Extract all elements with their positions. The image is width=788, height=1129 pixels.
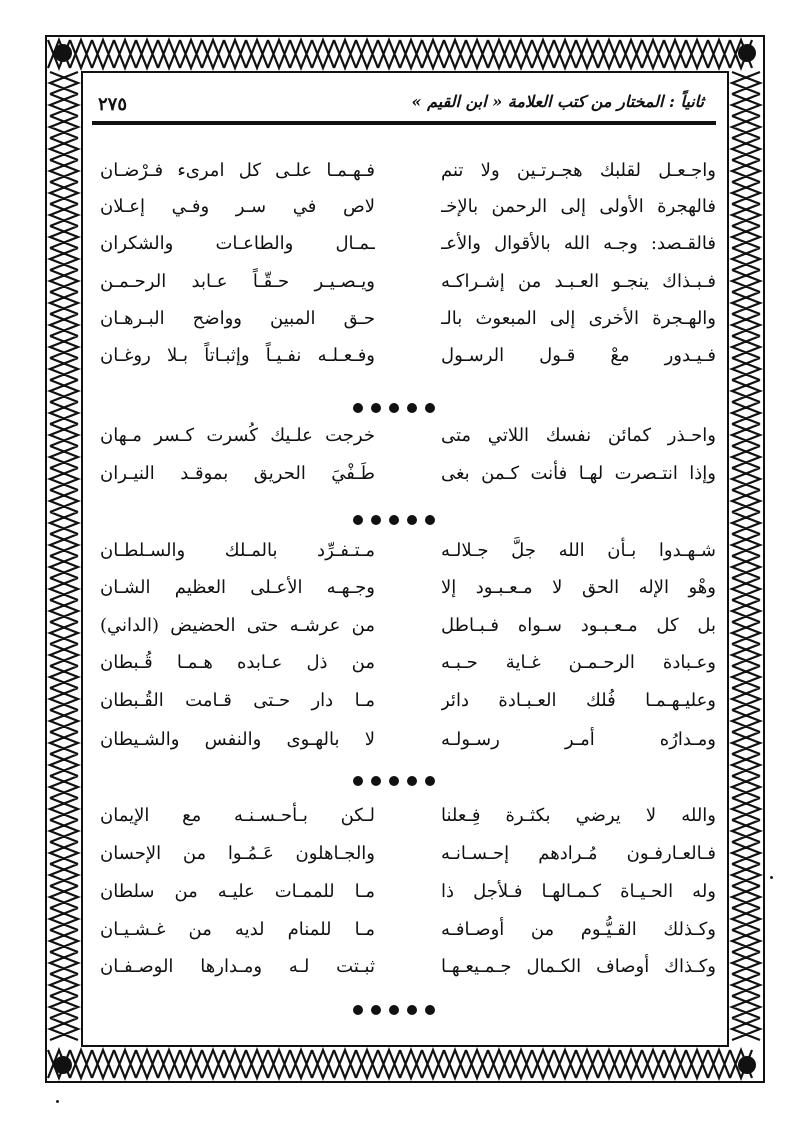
- verse-line: [100, 266, 716, 302]
- verse-line: [100, 951, 716, 987]
- verse-left-hemistich: والجـاهلون عَـمُـوا من الإحسان: [100, 843, 375, 864]
- header-rule: [92, 121, 716, 125]
- border-corner-ornament: [738, 44, 756, 62]
- verse-line: [100, 155, 716, 191]
- verse-left-hemistich: فـهـمـا علـى كل امرىء فـرْضـان: [100, 160, 375, 181]
- verse-right-hemistich: فالهجرة الأولى إلى الرحمن بالإخـ: [441, 196, 716, 217]
- verse-line: [100, 572, 716, 608]
- border-corner-ornament: [54, 44, 72, 62]
- verse-left-hemistich: لاص في سـر وفـي إعـلان: [100, 196, 375, 217]
- verse-right-hemistich: واجـعـل لقلبك هجـرتـين ولا تنم: [441, 160, 716, 181]
- verse-right-hemistich: ومـدارُه أمـر رسـولـه: [441, 729, 716, 750]
- border-corner-ornament: [54, 1056, 72, 1074]
- verse-left-hemistich: طَـفْيَ الحريق بموقـد النيـران: [100, 463, 375, 484]
- verse-left-hemistich: مـا دار حـتى قـامت القُـبطان: [100, 690, 375, 711]
- verse-left-hemistich: من عرشـه حتى الحضيض (الداني): [100, 615, 375, 636]
- verse-right-hemistich: فـبـذاك ينجـو العـبـد من إشـراكـه: [441, 271, 716, 292]
- stanza-separator: [0, 771, 788, 790]
- header-title: ثانياً : المختار من كتب العلامة « ابن القيم »: [411, 92, 704, 111]
- verse-line: [100, 647, 716, 683]
- stanza-separator: [0, 398, 788, 417]
- verse-right-hemistich: والهـجرة الأخرى إلى المبعوث بالـ: [441, 308, 716, 329]
- scan-speck: [770, 876, 773, 879]
- verse-right-hemistich: وإذا انتـصرت لهـا فأنت كـمن بغى: [441, 463, 716, 484]
- verse-right-hemistich: فـيـدور معْ قـول الرسـول: [441, 345, 716, 366]
- verse-left-hemistich: لـكن بـأحـسـنـه مع الإيمان: [100, 805, 375, 826]
- verse-right-hemistich: وعليـهـمـا فُلك العـبـادة دائر: [441, 690, 716, 711]
- verse-line: [100, 610, 716, 646]
- verse-right-hemistich: فالقـصد: وجـه الله بالأقوال والأعـ: [441, 233, 716, 254]
- verse-left-hemistich: ويـصـيـر حـقّـاً عـابد الرحـمـن: [100, 271, 375, 292]
- verse-left-hemistich: ـمـال والطاعـات والشكران: [100, 233, 375, 254]
- stanza-separator: [0, 1000, 788, 1019]
- verse-line: [100, 914, 716, 950]
- verse-left-hemistich: حـق المبين وواضح البـرهـان: [100, 308, 375, 329]
- verse-line: [100, 340, 716, 376]
- verse-line: [100, 535, 716, 571]
- verse-left-hemistich: خرجت علـيك كُسرت كـسر مـهان: [100, 425, 375, 446]
- verse-right-hemistich: وعـبادة الرحـمـن غـاية حـبـه: [441, 652, 716, 673]
- verse-right-hemistich: وكـذاك أوصاف الكـمال جـمـيعـهـا: [441, 956, 716, 977]
- verse-right-hemistich: واحـذر كمائن نفسك اللاتي متى: [441, 425, 716, 446]
- verse-line: [100, 458, 716, 494]
- verse-left-hemistich: وفـعـلـه نفـيـاً وإثبـاتاً بـلا روغـان: [100, 345, 375, 366]
- verse-left-hemistich: من ذل عـابده هـمـا قُـبطان: [100, 652, 375, 673]
- verse-line: [100, 191, 716, 227]
- verse-line: [100, 228, 716, 264]
- verse-line: [100, 876, 716, 912]
- verse-line: [100, 800, 716, 836]
- verse-right-hemistich: فـالعـارفـون مُـرادهم إحـسـانـه: [441, 843, 716, 864]
- verse-right-hemistich: والله لا يرضي بكثـرة فِـعلنا: [441, 805, 716, 826]
- verse-right-hemistich: بل كل مـعـبـود سـواه فـبـاطل: [441, 615, 716, 636]
- verse-right-hemistich: شـهـدوا بـأن الله جلَّ جـلالـه: [441, 540, 716, 561]
- verse-left-hemistich: مـا للمنام لديه من غـشـيـان: [100, 919, 375, 940]
- verse-right-hemistich: وهْو الإله الحق لا مـعـبـود إلا: [441, 577, 716, 598]
- verse-right-hemistich: وله الحـيـاة كـمـالهـا فـلأجل ذا: [441, 881, 716, 902]
- running-header: [92, 90, 712, 122]
- verse-line: [100, 420, 716, 456]
- border-corner-ornament: [738, 1056, 756, 1074]
- verse-line: [100, 724, 716, 760]
- verse-right-hemistich: وكـذلك القـيُّـوم من أوصـافـه: [441, 919, 716, 940]
- verse-left-hemistich: مـتـفـرِّد بالمـلك والسـلطـان: [100, 540, 375, 561]
- stanza-separator: [0, 510, 788, 529]
- verse-left-hemistich: لا بالهـوى والنفس والشـيطان: [100, 729, 375, 750]
- page-number: ٢٧٥: [98, 94, 128, 115]
- verse-left-hemistich: ثبـتت لـه ومـدارها الوصـفـان: [100, 956, 375, 977]
- verse-line: [100, 838, 716, 874]
- verse-line: [100, 685, 716, 721]
- scan-speck: [56, 1100, 59, 1103]
- verse-left-hemistich: وجـهـه الأعـلى العظيم الشـان: [100, 577, 375, 598]
- verse-line: [100, 303, 716, 339]
- verse-left-hemistich: مـا للممـات عليـه من سلطان: [100, 881, 375, 902]
